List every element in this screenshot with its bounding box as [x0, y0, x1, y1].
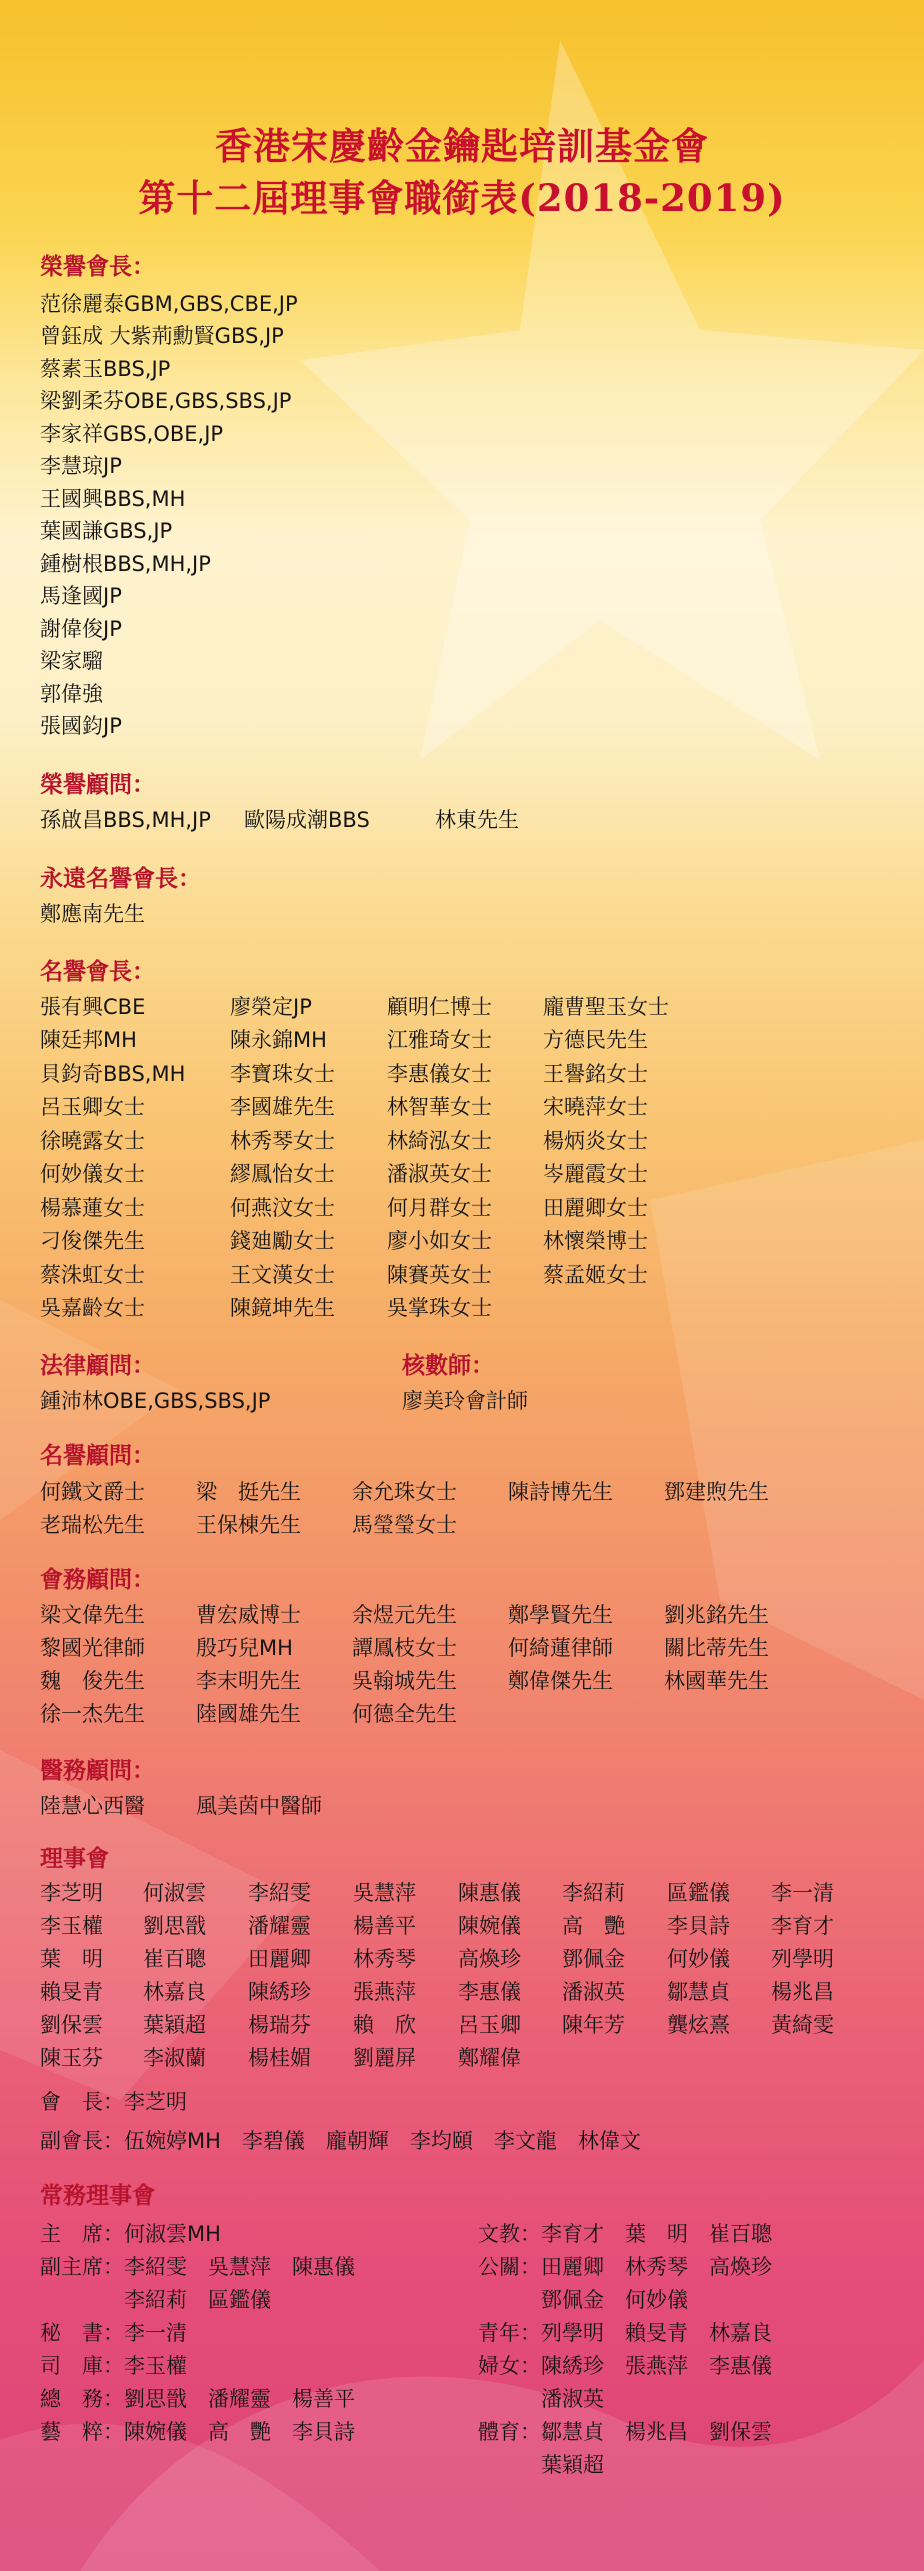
council-member-name: 崔百聰	[143, 1947, 206, 1971]
legal-advisor-name: 鍾沛林OBE,GBS,SBS,JP	[40, 1389, 271, 1413]
honorary-chairman-name: 李國雄先生	[230, 1095, 335, 1119]
honorary-chairman-name: 林智華女士	[387, 1095, 492, 1119]
council-member-name: 李惠儀	[458, 1980, 521, 2004]
council-member-name: 高 艷	[562, 1914, 625, 1938]
honorary-chairman-name: 王文漢女士	[230, 1263, 335, 1287]
council-member-name: 劉麗屏	[353, 2046, 416, 2070]
standing-committee-line: 司 庫：李玉權	[40, 2354, 187, 2378]
medical-advisor-name: 陸慧心西醫	[40, 1794, 145, 1818]
council-member-name: 賴 欣	[353, 2013, 416, 2037]
vice-presidents-line: 副會長：伍婉婷MH 李碧儀 龐朝輝 李均頤 李文龍 林偉文	[40, 2129, 641, 2153]
affairs-advisor-name: 吳翰城先生	[352, 1669, 457, 1693]
honorary-chairman-name: 吳掌珠女士	[387, 1296, 492, 1320]
council-member-name: 李貝詩	[667, 1914, 730, 1938]
council-heading: 理事會	[40, 1845, 109, 1872]
council-member-name: 李紹莉	[562, 1881, 625, 1905]
medical-advisor-name: 風美茵中醫師	[196, 1794, 322, 1818]
standing-committee-line: 副主席：李紹雯 吳慧萍 陳惠儀	[40, 2255, 355, 2279]
honorary-chairman-name: 何燕汶女士	[230, 1196, 335, 1220]
honorary-chairman-name: 蔡洙虹女士	[40, 1263, 145, 1287]
affairs-advisor-name: 譚鳳枝女士	[352, 1636, 457, 1660]
permanent-honorary-president-name: 鄭應南先生	[40, 902, 145, 926]
honorary-chairman-name: 顧明仁博士	[387, 995, 492, 1019]
council-member-name: 李育才	[771, 1914, 834, 1938]
honorary-chairman-name: 張有興CBE	[40, 995, 146, 1019]
honorary-chairman-name: 方德民先生	[543, 1028, 648, 1052]
council-member-name: 李淑蘭	[143, 2046, 206, 2070]
honorary-chairman-name: 廖榮定JP	[230, 995, 312, 1019]
honorary-chairman-name: 楊慕蓮女士	[40, 1196, 145, 1220]
honorary-consultant-name: 何鐵文爵士	[40, 1480, 145, 1504]
council-member-name: 區鑑儀	[667, 1881, 730, 1905]
honorary-president-name: 郭偉強	[40, 682, 103, 706]
council-member-name: 何淑雲	[143, 1881, 206, 1905]
standing-committee-line: 文教：李育才 葉 明 崔百聰	[478, 2222, 772, 2246]
honorary-chairman-name: 何妙儀女士	[40, 1162, 145, 1186]
council-member-name: 李紹雯	[248, 1881, 311, 1905]
council-member-name: 李一清	[771, 1881, 834, 1905]
honorary-chairman-name: 宋曉萍女士	[543, 1095, 648, 1119]
honorary-president-name: 馬逢國JP	[40, 584, 122, 608]
honorary-president-name: 蔡素玉BBS,JP	[40, 357, 171, 381]
honorary-chairman-name: 廖小如女士	[387, 1229, 492, 1253]
council-member-name: 龔炫熹	[667, 2013, 730, 2037]
standing-committee-line: 葉穎超	[478, 2453, 604, 2477]
honorary-consultant-name: 馬瑩瑩女士	[352, 1513, 457, 1537]
honorary-chairman-name: 刁俊傑先生	[40, 1229, 145, 1253]
honorary-chairman-name: 何月群女士	[387, 1196, 492, 1220]
council-member-name: 劉保雲	[40, 2013, 103, 2037]
council-member-name: 楊桂媚	[248, 2046, 311, 2070]
affairs-advisor-name: 何德全先生	[352, 1702, 457, 1726]
honorary-president-name: 鍾樹根BBS,MH,JP	[40, 552, 211, 576]
council-member-name: 楊瑞芬	[248, 2013, 311, 2037]
honorary-consultant-name: 陳詩博先生	[508, 1480, 613, 1504]
affairs-advisor-name: 魏 俊先生	[40, 1669, 145, 1693]
council-member-name: 列學明	[771, 1947, 834, 1971]
honorary-consultant-name: 余允珠女士	[352, 1480, 457, 1504]
affairs-advisor-name: 關比蒂先生	[664, 1636, 769, 1660]
standing-committee-heading: 常務理事會	[40, 2182, 155, 2209]
affairs-advisor-name: 何綺蓮律師	[508, 1636, 613, 1660]
president-line: 會 長：李芝明	[40, 2090, 187, 2114]
honorary-president-name: 梁家騮	[40, 649, 103, 673]
council-member-name: 田麗卿	[248, 1947, 311, 1971]
council-member-name: 鄧佩金	[562, 1947, 625, 1971]
council-member-name: 林秀琴	[353, 1947, 416, 1971]
honorary-chairman-name: 林懷榮博士	[543, 1229, 648, 1253]
affairs-advisor-name: 徐一杰先生	[40, 1702, 145, 1726]
honorary-president-name: 王國興BBS,MH	[40, 487, 186, 511]
council-member-name: 陳婉儀	[458, 1914, 521, 1938]
honorary-advisors-heading: 榮譽顧問：	[40, 771, 155, 798]
standing-committee-line: 鄧佩金 何妙儀	[478, 2288, 688, 2312]
honorary-chairman-name: 龐曹聖玉女士	[543, 995, 669, 1019]
standing-committee-line: 藝 粹：陳婉儀 高 艷 李貝詩	[40, 2420, 355, 2444]
permanent-honorary-president-heading: 永遠名譽會長：	[40, 865, 201, 892]
affairs-advisor-name: 梁文偉先生	[40, 1603, 145, 1627]
affairs-advisor-name: 曹宏威博士	[196, 1603, 301, 1627]
council-member-name: 楊兆昌	[771, 1980, 834, 2004]
honorary-chairman-name: 林秀琴女士	[230, 1129, 335, 1153]
honorary-consultant-name: 鄧建煦先生	[664, 1480, 769, 1504]
affairs-advisor-name: 余煜元先生	[352, 1603, 457, 1627]
honorary-consultant-name: 老瑞松先生	[40, 1513, 145, 1537]
council-member-name: 張燕萍	[353, 1980, 416, 2004]
honorary-advisor-name: 林東先生	[435, 808, 519, 832]
honorary-chairman-name: 吳嘉齡女士	[40, 1296, 145, 1320]
council-member-name: 楊善平	[353, 1914, 416, 1938]
affairs-advisor-name: 黎國光律師	[40, 1636, 145, 1660]
standing-committee-line: 總 務：劉思戩 潘耀靈 楊善平	[40, 2387, 355, 2411]
honorary-chairman-name: 楊炳炎女士	[543, 1129, 648, 1153]
medical-advisors-heading: 醫務顧問：	[40, 1757, 155, 1784]
council-member-name: 李芝明	[40, 1881, 103, 1905]
honorary-advisor-name: 歐陽成潮BBS	[244, 808, 370, 832]
honorary-president-name: 李慧琼JP	[40, 454, 122, 478]
honorary-chairman-name: 貝鈞奇BBS,MH	[40, 1062, 186, 1086]
affairs-advisor-name: 陸國雄先生	[196, 1702, 301, 1726]
honorary-chairman-name: 江雅琦女士	[387, 1028, 492, 1052]
council-member-name: 陳玉芬	[40, 2046, 103, 2070]
council-member-name: 鄒慧貞	[667, 1980, 730, 2004]
standing-committee-line: 婦女：陳綉珍 張燕萍 李惠儀	[478, 2354, 772, 2378]
council-member-name: 賴旻青	[40, 1980, 103, 2004]
honorary-consultants-heading: 名譽顧問：	[40, 1442, 155, 1469]
standing-committee-line: 青年：列學明 賴旻青 林嘉良	[478, 2321, 772, 2345]
honorary-chairman-name: 王譽銘女士	[543, 1062, 648, 1086]
council-member-name: 陳惠儀	[458, 1881, 521, 1905]
council-member-name: 高煥珍	[458, 1947, 521, 1971]
standing-committee-line: 潘淑英	[478, 2387, 604, 2411]
auditor-heading: 核數師：	[402, 1352, 494, 1379]
honorary-chairman-name: 李寶珠女士	[230, 1062, 335, 1086]
auditor-name: 廖美玲會計師	[402, 1389, 528, 1413]
legal-advisor-heading: 法律顧問：	[40, 1352, 155, 1379]
title-line-2: 第十二屆理事會職銜表(2018-2019)	[138, 176, 786, 220]
honorary-chairman-name: 陳廷邦MH	[40, 1028, 137, 1052]
council-member-name: 劉思戩	[143, 1914, 206, 1938]
honorary-chairman-name: 徐曉露女士	[40, 1129, 145, 1153]
title-line-1: 香港宋慶齡金鑰匙培訓基金會	[215, 124, 709, 168]
honorary-chairman-name: 潘淑英女士	[387, 1162, 492, 1186]
standing-committee-line: 主 席：何淑雲MH	[40, 2222, 221, 2246]
council-member-name: 陳綉珍	[248, 1980, 311, 2004]
honorary-chairman-name: 錢廸勵女士	[230, 1229, 335, 1253]
honorary-advisor-name: 孫啟昌BBS,MH,JP	[40, 808, 211, 832]
honorary-president-name: 李家祥GBS,OBE,JP	[40, 422, 224, 446]
honorary-president-name: 張國鈞JP	[40, 714, 122, 738]
honorary-consultant-name: 梁 挺先生	[196, 1480, 301, 1504]
affairs-advisor-name: 鄭學賢先生	[508, 1603, 613, 1627]
honorary-chairman-name: 蔡孟姬女士	[543, 1263, 648, 1287]
honorary-chairman-name: 陳鏡坤先生	[230, 1296, 335, 1320]
honorary-president-name: 梁劉柔芬OBE,GBS,SBS,JP	[40, 389, 292, 413]
council-member-name: 吳慧萍	[353, 1881, 416, 1905]
council-member-name: 陳年芳	[562, 2013, 625, 2037]
honorary-chairman-name: 呂玉卿女士	[40, 1095, 145, 1119]
affairs-advisor-name: 林國華先生	[664, 1669, 769, 1693]
honorary-chairman-name: 田麗卿女士	[543, 1196, 648, 1220]
affairs-advisors-heading: 會務顧問：	[40, 1566, 155, 1593]
council-member-name: 林嘉良	[143, 1980, 206, 2004]
standing-committee-line: 體育：鄒慧貞 楊兆昌 劉保雲	[478, 2420, 772, 2444]
standing-committee-line: 公關：田麗卿 林秀琴 高煥珍	[478, 2255, 772, 2279]
council-member-name: 呂玉卿	[458, 2013, 521, 2037]
honorary-president-name: 謝偉俊JP	[40, 617, 122, 641]
council-member-name: 何妙儀	[667, 1947, 730, 1971]
honorary-president-name: 曾鈺成 大紫荊勳賢GBS,JP	[40, 324, 284, 348]
council-member-name: 葉 明	[40, 1947, 103, 1971]
council-member-name: 黃綺雯	[771, 2013, 834, 2037]
council-member-name: 潘淑英	[562, 1980, 625, 2004]
honorary-chairman-name: 繆鳳怡女士	[230, 1162, 335, 1186]
council-member-name: 李玉權	[40, 1914, 103, 1938]
honorary-chairman-name: 李惠儀女士	[387, 1062, 492, 1086]
honorary-consultant-name: 王保棟先生	[196, 1513, 301, 1537]
council-member-name: 潘耀靈	[248, 1914, 311, 1938]
honorary-president-name: 葉國謙GBS,JP	[40, 519, 173, 543]
council-member-name: 葉穎超	[143, 2013, 206, 2037]
honorary-chairman-name: 岑麗霞女士	[543, 1162, 648, 1186]
council-member-name: 鄭耀偉	[458, 2046, 521, 2070]
honorary-chairmen-heading: 名譽會長：	[40, 958, 155, 985]
standing-committee-line: 秘 書：李一清	[40, 2321, 187, 2345]
standing-committee-line: 李紹莉 區鑑儀	[40, 2288, 271, 2312]
affairs-advisor-name: 殷巧兒MH	[196, 1636, 293, 1660]
honorary-presidents-heading: 榮譽會長：	[40, 253, 155, 280]
honorary-president-name: 范徐麗泰GBM,GBS,CBE,JP	[40, 292, 298, 316]
affairs-advisor-name: 李末明先生	[196, 1669, 301, 1693]
honorary-chairman-name: 陳賽英女士	[387, 1263, 492, 1287]
honorary-chairman-name: 林綺泓女士	[387, 1129, 492, 1153]
affairs-advisor-name: 劉兆銘先生	[664, 1603, 769, 1627]
affairs-advisor-name: 鄭偉傑先生	[508, 1669, 613, 1693]
honorary-chairman-name: 陳永錦MH	[230, 1028, 327, 1052]
